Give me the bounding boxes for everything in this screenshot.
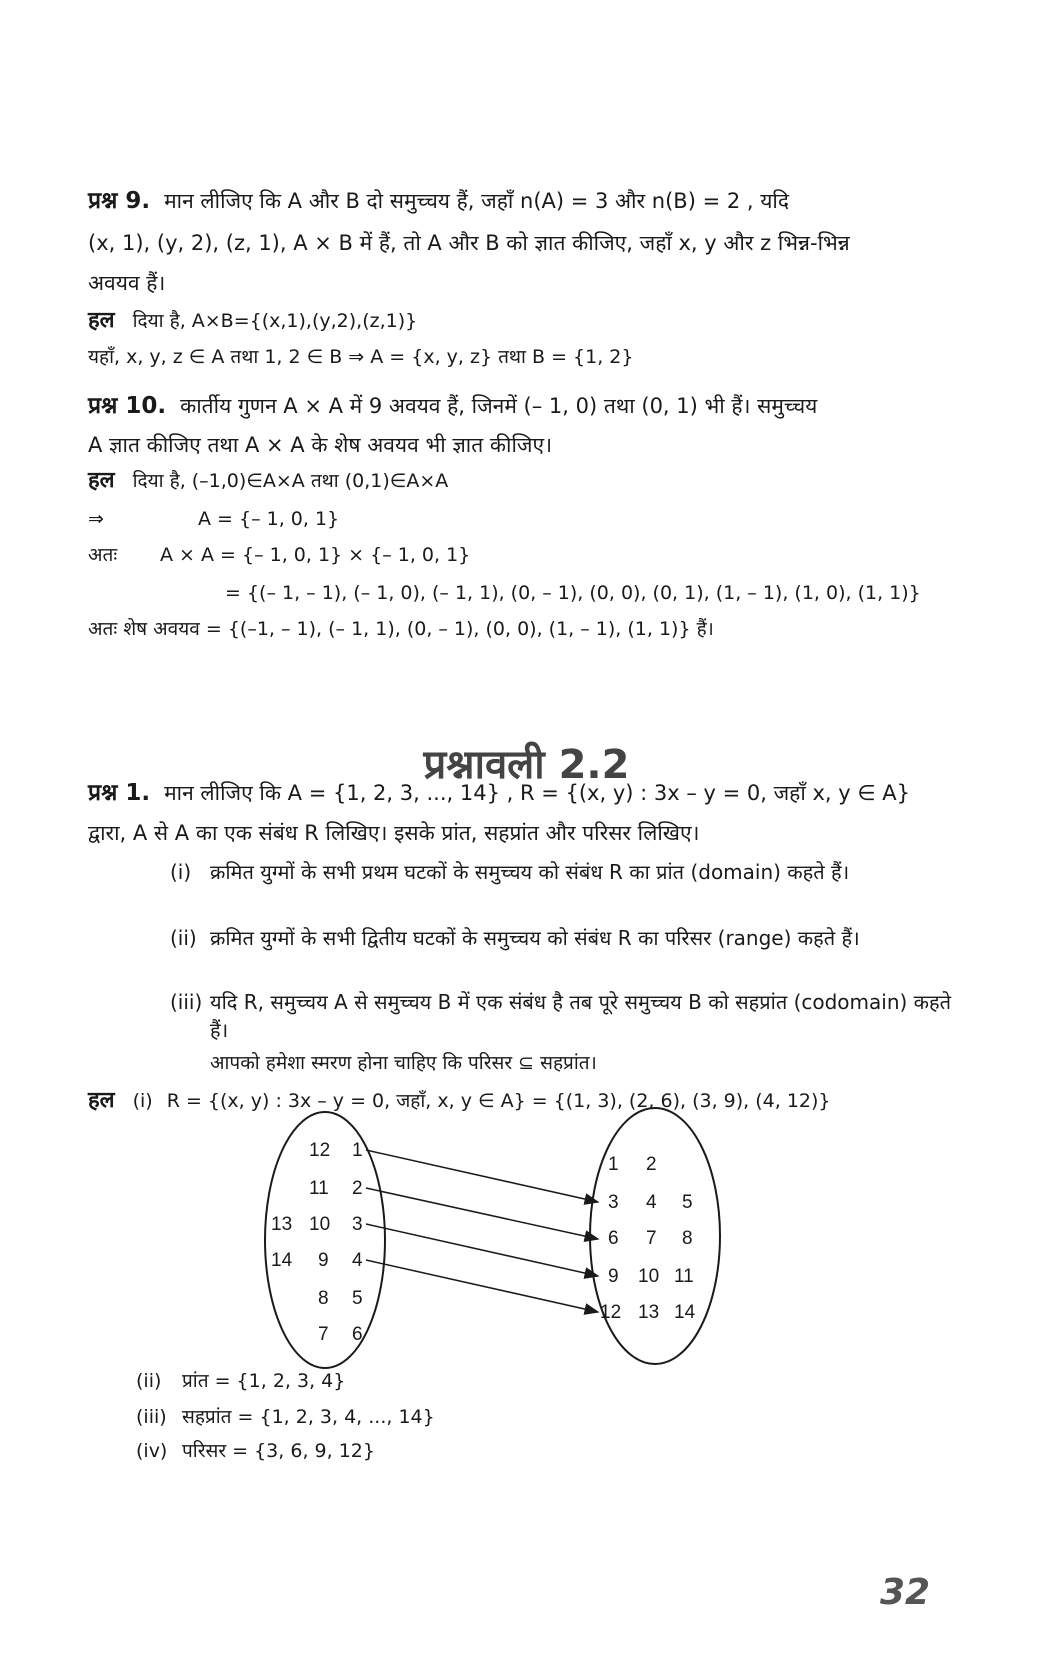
page-number: 32 <box>880 1572 931 1613</box>
mapping-arrow <box>366 1150 598 1202</box>
q9-line3: अवयव हैं। <box>88 271 166 295</box>
answer-num: (iii) <box>136 1406 167 1428</box>
q10-label: प्रश्न 10. <box>88 393 167 419</box>
q10-solution-5: अतः शेष अवयव = {(–1, – 1), (– 1, 1), (0, – 1), (0, 0), (1, – 1), (1, 1)} हैं। <box>88 618 714 640</box>
answer-text: परिसर = {3, 6, 9, 12} <box>182 1440 375 1462</box>
set-a-element: 5 <box>352 1288 363 1309</box>
set-b-element: 2 <box>646 1154 657 1175</box>
q10-text-1: कार्तीय गुणन A × A में 9 अवयव हैं, जिनमें (– 1, 0) तथा (0, 1) भी हैं। समुच्चय <box>180 394 818 418</box>
q9-sol-text-1: दिया है, A×B={(x,1),(y,2),(z,1)} <box>132 310 418 332</box>
set-b-element: 5 <box>682 1192 693 1213</box>
q10-sol-text-1: दिया है, (–1,0)∈A×A तथा (0,1)∈A×A <box>132 470 449 492</box>
q1-sol-num: (i) <box>132 1090 153 1112</box>
set-b-element: 14 <box>674 1302 696 1323</box>
q10-sol-label: हल <box>88 468 115 493</box>
q10-solution-4: = {(– 1, – 1), (– 1, 0), (– 1, 1), (0, – 1), (0, 0), (0, 1), (1, – 1), (1, 0), (1, 1)} <box>225 582 921 604</box>
q1-line2: द्वारा, A से A का एक संबंध R लिखिए। इसके प्रांत, सहप्रांत और परिसर लिखिए। <box>88 821 700 845</box>
q10-sol-text-2: A = {– 1, 0, 1} <box>198 508 340 530</box>
set-a-element: 8 <box>318 1288 329 1309</box>
answer-item <box>136 1366 345 1396</box>
set-a-element: 10 <box>309 1214 331 1235</box>
answer-item <box>136 1436 375 1466</box>
q10-sol-text-3: A × A = {– 1, 0, 1} × {– 1, 0, 1} <box>160 544 471 566</box>
note-text: क्रमित युग्मों के सभी द्वितीय घटकों के समुच्चय को संबंध R का परिसर (range) कहते हैं। <box>210 926 860 950</box>
answer-text: प्रांत = {1, 2, 3, 4} <box>182 1370 346 1392</box>
set-b-element: 4 <box>646 1192 657 1213</box>
note-num: (ii) <box>170 926 197 950</box>
set-a-element: 12 <box>309 1140 331 1161</box>
note-extra: आपको हमेशा स्मरण होना चाहिए कि परिसर ⊆ सहप्रांत। <box>210 1052 597 1074</box>
set-b-element: 6 <box>608 1228 619 1249</box>
note-num: (i) <box>170 860 192 884</box>
q10-line2: A ज्ञात कीजिए तथा A × A के शेष अवयव भी ज्ञात कीजिए। <box>88 433 553 457</box>
exercise-heading: प्रश्नावली 2.2 <box>423 742 630 788</box>
q9-line2: (x, 1), (y, 2), (z, 1), A × B में हैं, तो A और B को ज्ञात कीजिए, जहाँ x, y और z भिन्न-भिन्न <box>88 231 850 255</box>
set-b-element: 10 <box>638 1266 660 1287</box>
q9-label: प्रश्न 9. <box>88 188 151 214</box>
set-a-element: 1 <box>352 1140 363 1161</box>
set-b-element: 1 <box>608 1154 619 1175</box>
q9-text-1: मान लीजिए कि A और B दो समुच्चय हैं, जहाँ n(A) = 3 और n(B) = 2 , यदि <box>164 189 790 213</box>
answer-text: सहप्रांत = {1, 2, 3, 4, ..., 14} <box>182 1406 435 1428</box>
answer-num: (iv) <box>136 1440 168 1462</box>
set-a-element: 9 <box>318 1250 329 1271</box>
q1-sol-text: R = {(x, y) : 3x – y = 0, जहाँ, x, y ∈ A} = {(1, 3), (2, 6), (3, 9), (4, 12)} <box>166 1090 831 1112</box>
q1-sol-label: हल <box>88 1088 115 1113</box>
set-b-element: 8 <box>682 1228 693 1249</box>
answer-num: (ii) <box>136 1370 162 1392</box>
set-a-element: 11 <box>309 1178 329 1199</box>
set-a-element: 4 <box>352 1250 363 1271</box>
set-b-element: 11 <box>674 1266 694 1287</box>
answer-item <box>136 1402 435 1432</box>
q1-text-1: मान लीजिए कि A = {1, 2, 3, ..., 14} , R = {(x, y) : 3x – y = 0, जहाँ x, y ∈ A} <box>164 781 911 805</box>
set-b-element: 3 <box>608 1192 619 1213</box>
set-b-element: 7 <box>646 1228 657 1249</box>
atah-label: अतः <box>88 544 118 566</box>
set-a-element: 7 <box>318 1324 329 1345</box>
note-num: (iii) <box>170 990 203 1014</box>
set-a-element: 3 <box>352 1214 363 1235</box>
set-b-element: 12 <box>600 1302 622 1323</box>
note-text: क्रमित युग्मों के सभी प्रथम घटकों के समुच्चय को संबंध R का प्रांत (domain) कहते हैं। <box>210 860 850 884</box>
set-a-element: 2 <box>352 1178 363 1199</box>
implies-arrow: ⇒ <box>88 508 104 530</box>
set-a-element: 6 <box>352 1324 363 1345</box>
set-b-element: 9 <box>608 1266 619 1287</box>
q9-solution-2: यहाँ, x, y, z ∈ A तथा 1, 2 ∈ B ⇒ A = {x, y, z} तथा B = {1, 2} <box>88 346 634 368</box>
set-a-element: 14 <box>271 1250 293 1271</box>
q1-label: प्रश्न 1. <box>88 780 151 806</box>
note-text: यदि R, समुच्चय A से समुच्चय B में एक संबंध है तब पूरे समुच्चय B को सहप्रांत (codomain) कहते हैं। <box>210 990 952 1042</box>
set-b-element: 13 <box>638 1302 660 1323</box>
set-a-element: 13 <box>271 1214 293 1235</box>
q9-sol-label: हल <box>88 308 115 333</box>
